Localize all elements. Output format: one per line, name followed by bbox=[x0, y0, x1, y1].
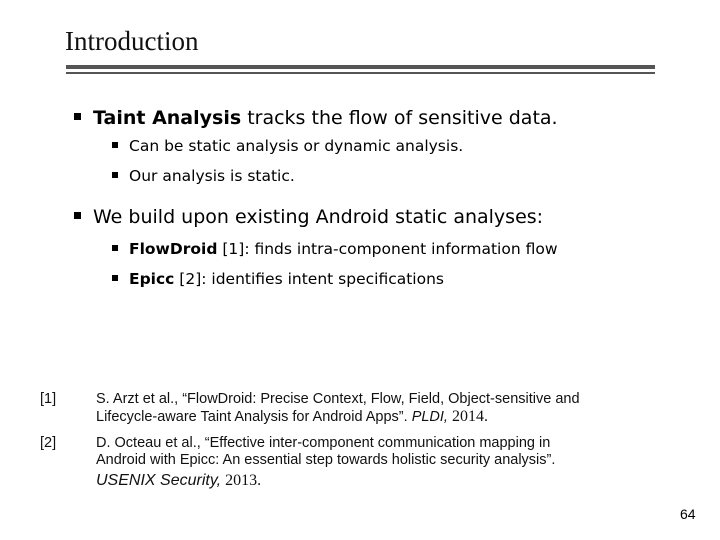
bullet-text: [2]: identifies intent specifications bbox=[174, 270, 444, 288]
sub-bullet bbox=[112, 137, 463, 155]
square-bullet-icon bbox=[112, 245, 118, 251]
reference-line: S. Arzt et al., “FlowDroid: Precise Context, Flow, Field, Object-sensitive and bbox=[96, 391, 580, 407]
title-divider-thin bbox=[66, 72, 655, 74]
reference-line: Lifecycle-aware Taint Analysis for Android Apps”. bbox=[96, 409, 412, 425]
reference-venue: USENIX Security, bbox=[96, 472, 222, 489]
reference-line: D. Octeau et al., “Effective inter-component communication mapping in bbox=[96, 435, 551, 451]
sub-bullet bbox=[112, 167, 295, 185]
reference-year: 2013. bbox=[221, 472, 262, 489]
reference-line: Android with Epicc: An essential step towards holistic security analysis”. bbox=[96, 452, 556, 468]
page-number: 64 bbox=[680, 506, 696, 522]
reference-number: [2] bbox=[40, 435, 57, 451]
bullet-text: tracks the flow of sensitive data. bbox=[241, 107, 558, 129]
square-bullet-icon bbox=[74, 212, 81, 219]
bullet-text: [1]: finds intra-component information flow bbox=[217, 240, 558, 258]
bullet-android-analyses bbox=[74, 206, 543, 228]
sub-bullet-epicc bbox=[112, 270, 444, 288]
bullet-text: We build upon existing Android static analyses: bbox=[93, 206, 544, 228]
bullet-taint-analysis bbox=[74, 107, 558, 129]
bullet-text: Our analysis is static. bbox=[129, 167, 295, 185]
slide-title: Introduction bbox=[65, 26, 199, 56]
bullet-bold: FlowDroid bbox=[129, 240, 218, 258]
bullet-bold: Taint Analysis bbox=[93, 107, 242, 129]
title-divider-thick bbox=[66, 65, 655, 69]
square-bullet-icon bbox=[112, 275, 118, 281]
bullet-text: Can be static analysis or dynamic analysis. bbox=[129, 137, 464, 155]
bullet-bold: Epicc bbox=[129, 270, 175, 288]
reference-venue: PLDI, bbox=[411, 409, 448, 425]
square-bullet-icon bbox=[74, 113, 81, 120]
reference-year: 2014. bbox=[447, 408, 488, 425]
square-bullet-icon bbox=[112, 142, 118, 148]
sub-bullet-flowdroid bbox=[112, 240, 558, 258]
reference-number: [1] bbox=[40, 391, 57, 407]
square-bullet-icon bbox=[112, 172, 118, 178]
